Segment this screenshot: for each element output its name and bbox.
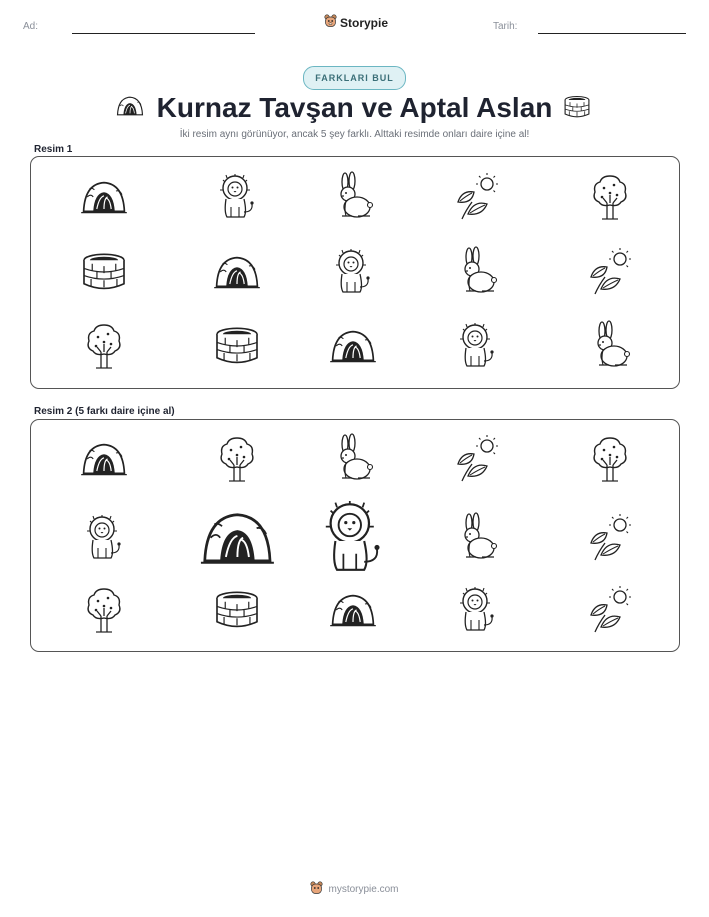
tree-icon <box>76 582 132 638</box>
rabbit-icon <box>582 318 638 374</box>
tree-icon <box>582 431 638 487</box>
well-icon <box>209 318 265 374</box>
leaf-sun-icon <box>582 510 638 566</box>
leaf-sun-icon <box>582 244 638 300</box>
brand-logo <box>324 14 388 31</box>
cave-icon <box>325 582 381 638</box>
tree-icon <box>209 431 265 487</box>
tree-icon <box>76 318 132 374</box>
rabbit-icon <box>325 169 381 225</box>
storypie-icon <box>310 881 323 898</box>
date-label: Tarih: <box>493 21 518 32</box>
well-icon <box>563 94 591 125</box>
cave-icon <box>325 318 381 374</box>
footer <box>0 881 709 898</box>
footer-url: mystorypie.com <box>328 884 399 895</box>
cave-icon <box>197 501 277 575</box>
rabbit-icon <box>449 244 505 300</box>
leaf-sun-icon <box>582 582 638 638</box>
picture1-label: Resim 1 <box>34 144 73 155</box>
name-label: Ad: <box>23 21 39 32</box>
name-line <box>72 33 255 34</box>
leaf-sun-icon <box>449 431 505 487</box>
rabbit-icon <box>325 431 381 487</box>
cave-icon <box>76 431 132 487</box>
lion-icon <box>449 582 505 638</box>
lion-icon <box>76 510 132 566</box>
well-icon <box>76 244 132 300</box>
brand-name: Storypie <box>340 15 389 30</box>
cave-icon <box>209 244 265 300</box>
picture2-label: Resim 2 (5 farkı daire içine al) <box>34 406 175 417</box>
leaf-sun-icon <box>449 169 505 225</box>
rabbit-icon <box>449 510 505 566</box>
well-icon <box>209 582 265 638</box>
lion-icon <box>313 501 393 575</box>
instructions: İki resim aynı görünüyor, ancak 5 şey farklı. Alttaki resimde onları daire içine al! <box>179 129 530 140</box>
badge: FARKLARI BUL <box>303 66 406 90</box>
page-title: Kurnaz Tavşan ve Aptal Aslan <box>156 92 553 123</box>
lion-icon <box>449 318 505 374</box>
storypie-icon <box>324 14 337 31</box>
lion-icon <box>325 244 381 300</box>
cave-icon <box>76 169 132 225</box>
date-line <box>538 33 686 34</box>
tree-icon <box>582 169 638 225</box>
lion-icon <box>209 169 265 225</box>
